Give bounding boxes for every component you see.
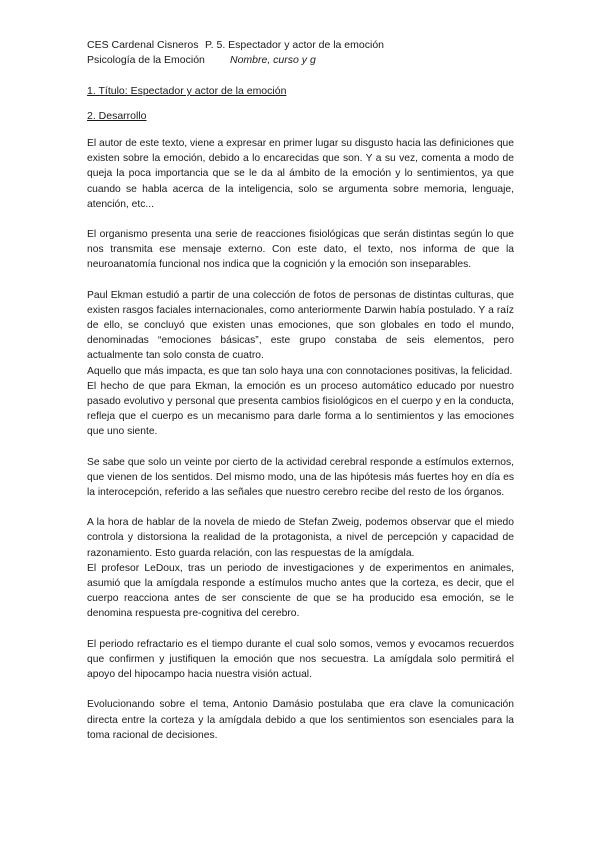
school-name: CES Cardenal Cisneros	[87, 39, 199, 51]
header-line-2	[87, 53, 514, 68]
student-info: Nombre, curso y g	[230, 54, 316, 66]
development-heading: 2. Desarrollo	[87, 110, 147, 122]
subject-name: Psicología de la Emoción	[87, 54, 205, 66]
assignment-title: P. 5. Espectador y actor de la emoción	[205, 39, 384, 51]
paragraph: Paul Ekman estudió a partir de una colección de fotos de personas de distintas culturas, que existen rasgos faciales internacionales, como anteriormente Darwin había postulado. Y a raíz de ello, se concluyó que existen unas emociones, que son globales en todo el mundo, denominadas “emociones básicas”, este grupo constaba de seis elementos, pero actualmente tan solo consta de cuatro.	[87, 289, 514, 362]
paragraph: El autor de este texto, viene a expresar en primer lugar su disgusto hacia las definiciones que existen sobre la emoción, debido a lo encarecidas que son. Y a su vez, comenta a modo de queja la poca importancia que se le da al ámbito de la emoción y lo sentimientos, ya que cuando se habla acerca de la inteligencia, solo se argumenta sobre memoria, lenguaje, atención, etc...	[87, 138, 514, 210]
paragraph: Aquello que más impacta, es que tan solo haya una con connotaciones positivas, la felicidad.	[87, 365, 513, 377]
document-page	[87, 38, 514, 743]
paragraph: Se sabe que solo un veinte por cierto de la actividad cerebral responde a estímulos externos, que vienen de los sentidos. Del mismo modo, una de las hipótesis más fuertes hoy en día es la interocepción, referido a las señales que nuestro cerebro recibe del resto de los órganos.	[87, 456, 514, 499]
paragraph: El profesor LeDoux, tras un periodo de investigaciones y de experimentos en animales, asumió que la amígdala responde a estímulos mucho antes que la corteza, es decir, que el cuerpo reacciona antes de ser consciente de que se ha producido esa emoción, se le denomina respuesta pre-cognitiva del cerebro.	[87, 562, 514, 620]
paragraph: Evolucionando sobre el tema, Antonio Damásio postulaba que era clave la comunicación directa entre la corteza y la amígdala debido a que los sentimientos son esenciales para la toma racional de decisiones.	[87, 699, 514, 741]
header-line-1	[87, 38, 514, 53]
title-heading: 1. Título: Espectador y actor de la emoción	[87, 85, 287, 97]
paragraph: A la hora de hablar de la novela de miedo de Stefan Zweig, podemos observar que el miedo controla y distorsiona la realidad de la protagonista, a nivel de percepción y capacidad de razonamiento. Esto guarda relación, con las respuestas de la amígdala.	[87, 517, 514, 559]
paragraph: El hecho de que para Ekman, la emoción es un proceso automático educado por nuestro pasado evolutivo y personal que presenta cambios fisiológicos en el cuerpo y en la conducta, refleja que el cuerpo es un mecanismo para darle forma a lo sentimientos y las emociones que uno siente.	[87, 380, 514, 438]
paragraph: El periodo refractario es el tiempo durante el cual solo somos, vemos y evocamos recuerdos que confirmen y justifiquen la emoción que nos secuestra. La amígdala solo permitirá el apoyo del hipocampo hacia nuestra visión actual.	[87, 638, 514, 681]
paragraph: El organismo presenta una serie de reacciones fisiológicas que serán distintas según lo que nos transmita ese mensaje externo. Con este dato, el texto, nos informa de que la neuroanatomía funcional nos indica que la cognición y la emoción son inseparables.	[87, 229, 514, 271]
